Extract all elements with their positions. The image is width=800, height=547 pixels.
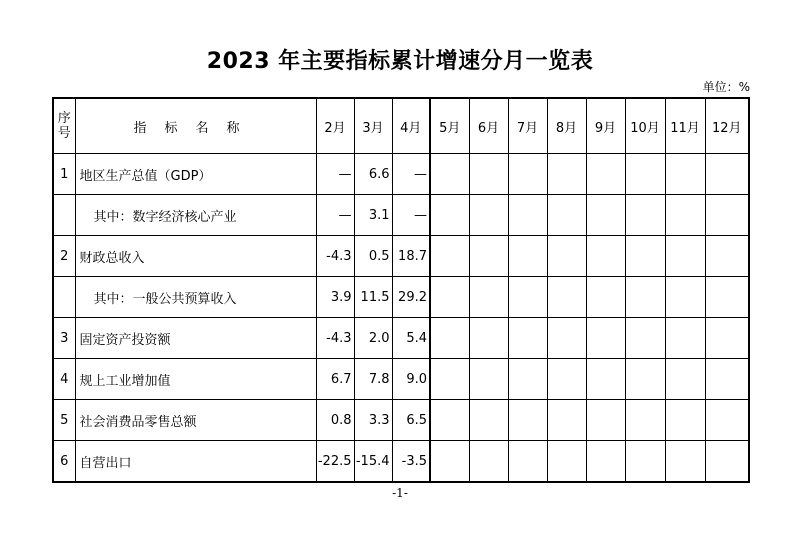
row-value-cell bbox=[508, 359, 547, 400]
row-value-cell bbox=[705, 318, 749, 359]
header-month: 9月 bbox=[586, 98, 625, 154]
header-month: 2月 bbox=[316, 98, 354, 154]
row-value-cell bbox=[705, 277, 749, 318]
header-month: 5月 bbox=[430, 98, 469, 154]
row-value-cell bbox=[586, 195, 625, 236]
row-indicator-name: 规上工业增加值 bbox=[75, 359, 316, 400]
row-value-cell bbox=[469, 441, 508, 483]
header-name: 指标名称 bbox=[75, 98, 316, 154]
row-value-cell: 6.7 bbox=[316, 359, 354, 400]
row-value-cell bbox=[625, 441, 665, 483]
row-value-cell bbox=[469, 195, 508, 236]
row-value-cell bbox=[586, 154, 625, 195]
row-value-cell: 3.3 bbox=[354, 400, 392, 441]
row-value-cell bbox=[547, 441, 586, 483]
row-seq: 5 bbox=[53, 400, 75, 441]
header-seq: 序 号 bbox=[53, 98, 75, 154]
row-value-cell: 3.9 bbox=[316, 277, 354, 318]
table-row bbox=[53, 154, 749, 195]
row-seq: 3 bbox=[53, 318, 75, 359]
row-value-cell: 6.5 bbox=[392, 400, 430, 441]
row-value-cell bbox=[547, 236, 586, 277]
row-value-cell: 6.6 bbox=[354, 154, 392, 195]
row-value-cell bbox=[508, 318, 547, 359]
row-value-cell bbox=[547, 195, 586, 236]
row-value-cell bbox=[586, 359, 625, 400]
row-value-cell: -4.3 bbox=[316, 318, 354, 359]
row-value-cell: — bbox=[392, 195, 430, 236]
row-indicator-name: 其中：一般公共预算收入 bbox=[75, 277, 316, 318]
row-value-cell: -4.3 bbox=[316, 236, 354, 277]
page-number: -1- bbox=[392, 486, 408, 500]
row-seq: 6 bbox=[53, 441, 75, 483]
row-seq bbox=[53, 277, 75, 318]
row-value-cell bbox=[469, 400, 508, 441]
row-value-cell bbox=[430, 154, 469, 195]
row-value-cell bbox=[665, 359, 705, 400]
row-value-cell: 2.0 bbox=[354, 318, 392, 359]
table-row bbox=[53, 236, 749, 277]
header-month: 10月 bbox=[625, 98, 665, 154]
row-indicator-name: 自营出口 bbox=[75, 441, 316, 483]
row-value-cell bbox=[705, 154, 749, 195]
header-month: 8月 bbox=[547, 98, 586, 154]
row-value-cell bbox=[430, 359, 469, 400]
row-value-cell bbox=[705, 359, 749, 400]
row-value-cell: — bbox=[392, 154, 430, 195]
row-value-cell: -22.5 bbox=[316, 441, 354, 483]
row-value-cell bbox=[586, 400, 625, 441]
row-seq: 4 bbox=[53, 359, 75, 400]
row-value-cell bbox=[469, 154, 508, 195]
row-value-cell bbox=[547, 400, 586, 441]
table-row bbox=[53, 441, 749, 483]
row-value-cell bbox=[430, 236, 469, 277]
row-value-cell bbox=[586, 277, 625, 318]
row-value-cell bbox=[625, 359, 665, 400]
row-value-cell bbox=[625, 277, 665, 318]
row-indicator-name: 社会消费品零售总额 bbox=[75, 400, 316, 441]
row-value-cell bbox=[469, 318, 508, 359]
table-row bbox=[53, 277, 749, 318]
row-value-cell bbox=[508, 154, 547, 195]
row-value-cell bbox=[430, 318, 469, 359]
row-indicator-name: 其中：数字经济核心产业 bbox=[75, 195, 316, 236]
row-value-cell bbox=[705, 236, 749, 277]
row-value-cell bbox=[469, 236, 508, 277]
row-indicator-name: 地区生产总值（GDP） bbox=[75, 154, 316, 195]
row-value-cell bbox=[625, 400, 665, 441]
row-value-cell bbox=[586, 318, 625, 359]
row-value-cell bbox=[469, 277, 508, 318]
row-value-cell bbox=[508, 277, 547, 318]
row-value-cell bbox=[665, 277, 705, 318]
row-seq bbox=[53, 195, 75, 236]
row-value-cell: -3.5 bbox=[392, 441, 430, 483]
row-value-cell bbox=[625, 154, 665, 195]
row-value-cell bbox=[547, 359, 586, 400]
table-header-row bbox=[53, 98, 749, 154]
row-indicator-name: 固定资产投资额 bbox=[75, 318, 316, 359]
row-value-cell bbox=[586, 236, 625, 277]
table-row bbox=[53, 318, 749, 359]
row-value-cell: 3.1 bbox=[354, 195, 392, 236]
row-value-cell bbox=[430, 195, 469, 236]
header-month: 3月 bbox=[354, 98, 392, 154]
row-value-cell bbox=[665, 195, 705, 236]
row-value-cell bbox=[665, 441, 705, 483]
row-value-cell: 5.4 bbox=[392, 318, 430, 359]
row-value-cell bbox=[705, 441, 749, 483]
row-value-cell: -15.4 bbox=[354, 441, 392, 483]
row-seq: 1 bbox=[53, 154, 75, 195]
row-value-cell bbox=[586, 441, 625, 483]
row-indicator-name: 财政总收入 bbox=[75, 236, 316, 277]
row-value-cell: 18.7 bbox=[392, 236, 430, 277]
header-month: 4月 bbox=[392, 98, 430, 154]
row-value-cell: 29.2 bbox=[392, 277, 430, 318]
row-value-cell: 11.5 bbox=[354, 277, 392, 318]
row-value-cell bbox=[547, 154, 586, 195]
row-value-cell: 0.5 bbox=[354, 236, 392, 277]
row-value-cell bbox=[547, 318, 586, 359]
row-value-cell bbox=[625, 236, 665, 277]
header-month: 11月 bbox=[665, 98, 705, 154]
row-value-cell bbox=[430, 441, 469, 483]
row-value-cell: 7.8 bbox=[354, 359, 392, 400]
row-value-cell bbox=[508, 236, 547, 277]
row-value-cell bbox=[705, 195, 749, 236]
header-month: 12月 bbox=[705, 98, 749, 154]
header-month: 7月 bbox=[508, 98, 547, 154]
row-value-cell bbox=[508, 441, 547, 483]
table-row bbox=[53, 400, 749, 441]
row-value-cell bbox=[430, 400, 469, 441]
table-row bbox=[53, 359, 749, 400]
row-value-cell bbox=[508, 400, 547, 441]
row-value-cell bbox=[625, 195, 665, 236]
unit-label: 单位：% bbox=[702, 80, 750, 94]
row-value-cell bbox=[547, 277, 586, 318]
row-value-cell bbox=[665, 318, 705, 359]
row-value-cell bbox=[705, 400, 749, 441]
row-value-cell bbox=[665, 400, 705, 441]
header-month: 6月 bbox=[469, 98, 508, 154]
row-value-cell: — bbox=[316, 154, 354, 195]
indicator-table bbox=[52, 97, 750, 483]
row-value-cell bbox=[508, 195, 547, 236]
row-value-cell: — bbox=[316, 195, 354, 236]
row-value-cell bbox=[665, 236, 705, 277]
row-value-cell bbox=[625, 318, 665, 359]
page-title: 2023 年主要指标累计增速分月一览表 bbox=[206, 49, 594, 74]
row-seq: 2 bbox=[53, 236, 75, 277]
row-value-cell bbox=[665, 154, 705, 195]
table-row bbox=[53, 195, 749, 236]
row-value-cell bbox=[430, 277, 469, 318]
row-value-cell: 0.8 bbox=[316, 400, 354, 441]
row-value-cell: 9.0 bbox=[392, 359, 430, 400]
row-value-cell bbox=[469, 359, 508, 400]
